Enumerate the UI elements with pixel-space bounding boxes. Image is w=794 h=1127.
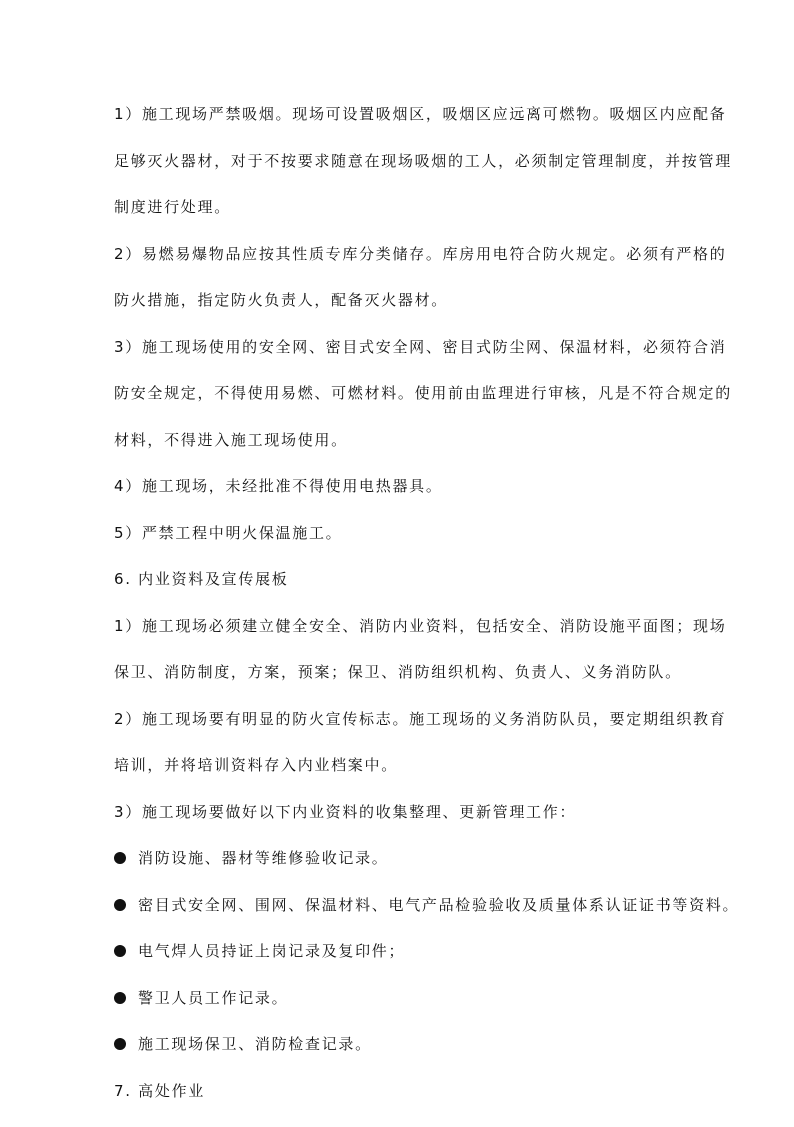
bullet-text: 电气焊人员持证上岗记录及复印件；	[138, 942, 406, 960]
bullet-item	[114, 1034, 714, 1054]
bullet-icon	[114, 1038, 126, 1050]
paragraph-line: 足够灭火器材，对于不按要求随意在现场吸烟的工人，必须制定管理制度，并按管理	[114, 151, 732, 170]
paragraph-line: 4）施工现场，未经批准不得使用电热器具。	[114, 477, 443, 495]
paragraph-line: 培训，并将培训资料存入内业档案中。	[114, 756, 398, 774]
bullet-item	[114, 895, 740, 915]
paragraph-line: 2）施工现场要有明显的防火宣传标志。施工现场的义务消防队员，要定期组织教育	[114, 709, 727, 728]
document-body	[114, 104, 740, 1127]
paragraph-line: 防安全规定，不得使用易燃、可燃材料。使用前由监理进行审核，凡是不符合规定的	[114, 384, 732, 402]
bullet-text: 施工现场保卫、消防检查记录。	[138, 1035, 372, 1053]
bullet-icon	[114, 852, 126, 864]
paragraph-line: 保卫、消防制度，方案，预案；保卫、消防组织机构、负责人、义务消防队。	[114, 663, 682, 681]
bullet-item	[114, 848, 714, 868]
paragraph-line: 2）易燃易爆物品应按其性质专库分类储存。库房用电符合防火规定。必须有严格的	[114, 244, 727, 263]
paragraph-line: 防火措施，指定防火负责人，配备灭火器材。	[114, 291, 449, 309]
paragraph-line: 制度进行处理。	[114, 198, 231, 216]
paragraph-line: 5）严禁工程中明火保温施工。	[114, 523, 343, 542]
bullet-text: 警卫人员工作记录。	[138, 988, 289, 1007]
paragraph-line: 材料，不得进入施工现场使用。	[114, 430, 348, 449]
paragraph-line: 1）施工现场严禁吸烟。现场可设置吸烟区，吸烟区应远离可燃物。吸烟区内应配备	[114, 105, 727, 123]
bullet-icon	[114, 992, 126, 1004]
bullet-icon	[114, 899, 126, 911]
paragraph-line: 3）施工现场要做好以下内业资料的收集整理、更新管理工作：	[114, 802, 577, 821]
bullet-icon	[114, 945, 126, 957]
section-heading: 7. 高处作业	[114, 1081, 205, 1100]
bullet-text: 消防设施、器材等维修验收记录。	[138, 849, 389, 867]
paragraph-line: 1）施工现场必须建立健全安全、消防内业资料，包括安全、消防设施平面图；现场	[114, 616, 727, 635]
bullet-item	[114, 988, 714, 1008]
bullet-text: 密目式安全网、围网、保温材料、电气产品检验验收及质量体系认证证书等资料。	[138, 895, 740, 914]
section-heading: 6. 内业资料及宣传展板	[114, 570, 289, 588]
bullet-item	[114, 941, 714, 961]
paragraph-line: 3）施工现场使用的安全网、密目式安全网、密目式防尘网、保温材料，必须符合消	[114, 337, 727, 356]
